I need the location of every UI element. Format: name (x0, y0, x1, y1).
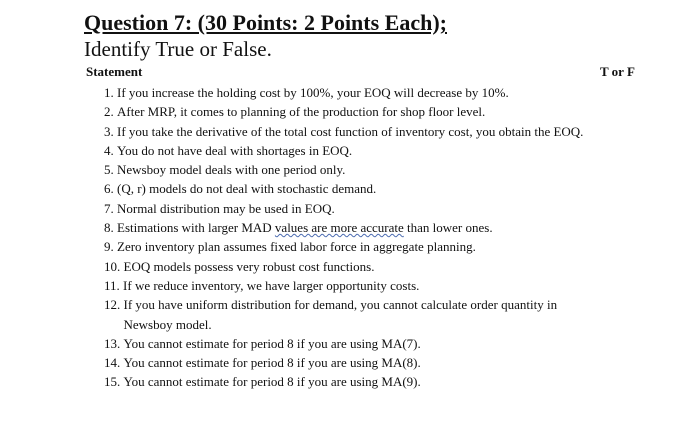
statement-text: EOQ models possess very robust cost functions. (123, 258, 375, 274)
statement-item (104, 199, 604, 218)
question-title: Question 7: (30 Points: 2 Points Each); (84, 10, 447, 35)
statement-item (104, 372, 604, 391)
statement-number: 8. (104, 220, 117, 236)
statement-text: Estimations with larger MAD values are more accurate than lower ones. (117, 220, 493, 236)
statement-text: Normal distribution may be used in EOQ. (117, 200, 335, 216)
statement-item (104, 102, 604, 121)
statement-text: If you increase the holding cost by 100%, your EOQ will decrease by 10%. (117, 85, 509, 100)
statement-item (104, 353, 604, 372)
true-false-column-header: T or F (600, 64, 635, 79)
statement-item (104, 83, 604, 102)
statement-item (104, 141, 604, 160)
statement-number: 15. (104, 374, 124, 390)
statement-text: Newsboy model deals with one period only. (117, 162, 346, 178)
statement-number: 10. (104, 258, 124, 274)
statement-text: If you have uniform distribution for demand, you cannot calculate order quantity in Newsboy model. (123, 297, 558, 332)
statement-number: 6. (104, 181, 117, 197)
statement-list (104, 83, 604, 392)
statement-number: 11. (104, 277, 124, 293)
statement-item (104, 179, 604, 198)
statement-text: After MRP, it comes to planning of the production for shop floor level. (117, 104, 486, 120)
statement-number: 2. (104, 104, 117, 120)
statement-text: You cannot estimate for period 8 if you are using MA(9). (123, 374, 421, 390)
question-instruction: Identify True or False. (84, 37, 272, 61)
statement-item (104, 257, 604, 276)
statement-number: 3. (104, 123, 117, 139)
statement-number: 12. (104, 297, 124, 313)
statement-text: (Q, r) models do not deal with stochastic demand. (117, 181, 377, 197)
statement-item (104, 218, 604, 237)
spellcheck-underline: values are more accurate (274, 220, 404, 236)
statement-number: 13. (104, 335, 124, 351)
statement-number: 1. (104, 85, 117, 100)
statement-item (104, 276, 604, 295)
statement-column-header: Statement (86, 64, 143, 79)
statement-text: You do not have deal with shortages in EOQ. (117, 142, 353, 158)
statement-item (104, 237, 604, 256)
statement-number: 14. (104, 355, 124, 371)
statement-number: 9. (104, 239, 117, 255)
statement-item (104, 334, 604, 353)
statement-text: If we reduce inventory, we have larger opportunity costs. (123, 277, 420, 293)
statement-number: 5. (104, 162, 117, 178)
statement-item (104, 295, 604, 334)
statement-text: You cannot estimate for period 8 if you are using MA(8). (123, 355, 421, 371)
statement-number: 7. (104, 200, 117, 216)
statement-number: 4. (104, 142, 117, 158)
statement-item (104, 160, 604, 179)
statement-text: Zero inventory plan assumes fixed labor force in aggregate planning. (117, 239, 476, 255)
statement-text: You cannot estimate for period 8 if you are using MA(7). (123, 335, 421, 351)
statement-text: If you take the derivative of the total cost function of inventory cost, you obtain the EOQ. (117, 123, 584, 139)
statement-item (104, 122, 604, 141)
